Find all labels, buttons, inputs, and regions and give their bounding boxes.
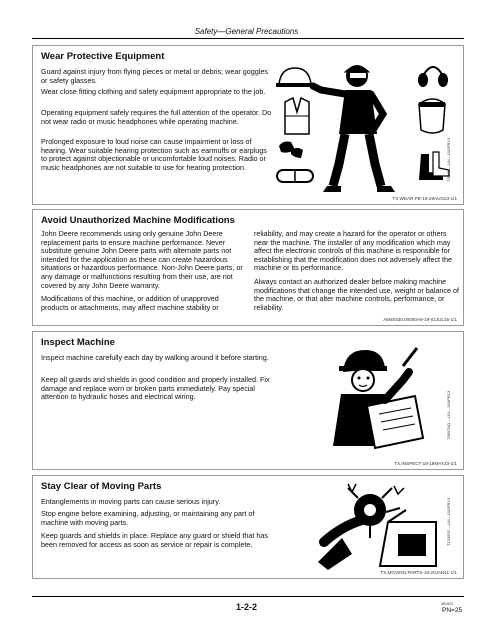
section-title: Avoid Unauthorized Machine Modifications bbox=[41, 215, 235, 226]
page-sequence-number: PN=25 bbox=[442, 607, 463, 614]
paragraph: Modifications of this machine, or addition of unapproved products or attachments, may affect machine stability or bbox=[41, 294, 219, 312]
section-title: Wear Protective Equipment bbox=[41, 51, 165, 62]
figure-code: T6607AQ —UN—15APR13 bbox=[446, 390, 451, 440]
page-number: 1-2-2 bbox=[235, 602, 257, 612]
figure-code: TS206 —UN—15APR13 bbox=[446, 138, 451, 182]
section-inspect-machine bbox=[32, 331, 464, 470]
inspector-illustration bbox=[323, 342, 433, 454]
moving-parts-entanglement-illustration bbox=[318, 482, 442, 570]
reference-code: AM40430,00000A9-19-01JUL15-1/1 bbox=[383, 317, 457, 322]
paragraph: Entanglements in moving parts can cause serious injury. bbox=[41, 497, 221, 506]
footer-rule bbox=[32, 596, 464, 597]
paragraph: Keep all guards and shields in good condition and properly installed. Fix damage and replace worn or broken parts immediately. Pay special attention to hydraulic hoses and electrical wiring. bbox=[41, 375, 270, 402]
paragraph: reliability, and may create a hazard for the operator or others near the machine. The installer of any modification which may affect the electronic controls of this machine is responsible for establishing that the modification does not adversely affect the machine or its performance. bbox=[254, 229, 453, 273]
paragraph: Prolonged exposure to loud noise can cause impairment or loss of hearing. Wear suitable hearing protection such as earmuffs or earplugs to protect against objectionable or uncomfortable loud noises. Radio or music headphones are not suitable to use for hearing protection. bbox=[41, 137, 267, 172]
paragraph: Operating equipment safely requires the full attention of the operator. Do not wear radio or music headphones while operating machine. bbox=[41, 108, 272, 126]
section-wear-protective-equipment bbox=[32, 45, 464, 205]
section-avoid-unauthorized-modifications bbox=[32, 209, 464, 326]
page-header-title: Safety—General Precautions bbox=[194, 27, 299, 36]
paragraph: Stop engine before examining, adjusting, or maintaining any part of machine with moving parts. bbox=[41, 509, 255, 527]
reference-code: TX,WEAR,PE-19-28AUG23-1/1 bbox=[392, 196, 457, 201]
paragraph: Always contact an authorized dealer before making machine modifications that change the intended use, weight or balance of the machine, or that alter machine controls, performance, or reliability. bbox=[254, 277, 459, 312]
section-title: Inspect Machine bbox=[41, 337, 115, 348]
section-title: Stay Clear of Moving Parts bbox=[41, 481, 162, 492]
reference-code: TX,MOVING,PARTS-19-20JAN11-1/1 bbox=[380, 570, 457, 575]
reference-code: TX,INSPECT-19-18MAY23-1/1 bbox=[394, 461, 457, 466]
paragraph: Inspect machine carefully each day by walking around it before starting. bbox=[41, 353, 269, 362]
section-stay-clear-moving-parts bbox=[32, 475, 464, 579]
paragraph: Wear close fitting clothing and safety equipment appropriate to the job. bbox=[41, 87, 266, 96]
paragraph: Keep guards and shields in place. Replace any guard or shield that has been removed for access as soon as service or repair is complete. bbox=[41, 531, 268, 549]
paragraph: John Deere recommends using only genuine John Deere replacement parts to ensure machine performance. Never substitute genuine John Deere parts with alternate parts not intended for the application as these can create hazardous situations or hazardous performance. Non-John Deere parts, or any damage or malfunctions resulting from their use, are not covered by any John Deere warranty. bbox=[41, 229, 243, 290]
figure-code: T133592 —UN—15APR13 bbox=[446, 498, 451, 546]
protective-equipment-illustration bbox=[273, 54, 459, 194]
footer-date: 081923 bbox=[441, 602, 453, 606]
paragraph: Guard against injury from flying pieces or metal or debris; wear goggles or safety glasses. bbox=[41, 67, 268, 85]
header-rule bbox=[32, 38, 464, 39]
